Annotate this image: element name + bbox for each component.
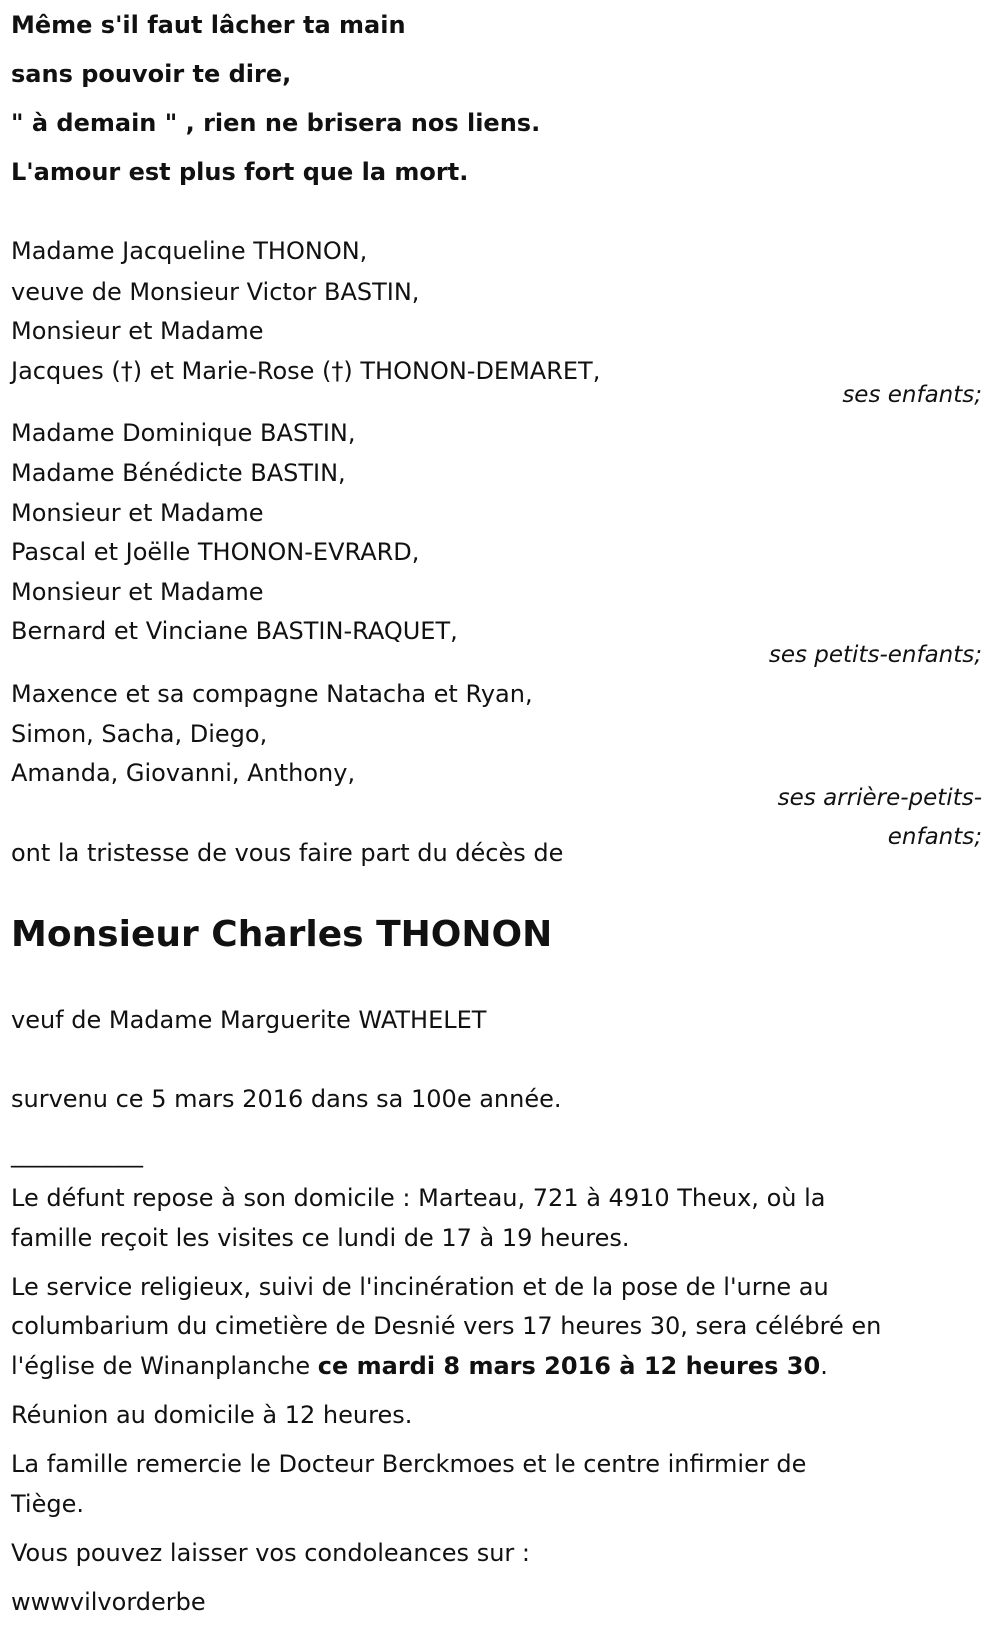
- family-line: veuve de Monsieur Victor BASTIN,: [11, 278, 420, 306]
- family-line: Amanda, Giovanni, Anthony,: [11, 759, 356, 787]
- thanks-line: La famille remercie le Docteur Berckmoes et le centre infirmier de: [11, 1450, 807, 1478]
- family-line: Maxence et sa compagne Natacha et Ryan,: [11, 680, 533, 708]
- service-prefix: l'église de Winanplanche: [11, 1352, 318, 1380]
- relation-label: enfants;: [887, 824, 982, 850]
- relation-label: ses enfants;: [842, 382, 982, 408]
- family-line: Monsieur et Madame: [11, 578, 264, 606]
- condolences: Vous pouvez laisser vos condoleances sur :: [11, 1539, 530, 1567]
- service-line: [11, 1346, 828, 1386]
- widower-of: veuf de Madame Marguerite WATHELET: [11, 1006, 487, 1034]
- service-line: Le service religieux, suivi de l'incinération et de la pose de l'urne au: [11, 1273, 829, 1301]
- death-info: survenu ce 5 mars 2016 dans sa 100e année.: [11, 1085, 562, 1113]
- service-date: ce mardi 8 mars 2016 à 12 heures 30: [317, 1352, 821, 1380]
- separator: ___________: [11, 1140, 143, 1168]
- visit-line: famille reçoit les visites ce lundi de 17 à 19 heures.: [11, 1224, 630, 1252]
- visit-line: Le défunt repose à son domicile : Marteau, 721 à 4910 Theux, où la: [11, 1184, 826, 1212]
- announcement: ont la tristesse de vous faire part du décès de: [11, 839, 564, 867]
- family-line: Madame Dominique BASTIN,: [11, 419, 356, 447]
- family-line: Simon, Sacha, Diego,: [11, 720, 268, 748]
- family-line: Madame Bénédicte BASTIN,: [11, 459, 346, 487]
- family-line: Monsieur et Madame: [11, 317, 264, 345]
- poem-line: sans pouvoir te dire,: [11, 60, 292, 88]
- family-line: Pascal et Joëlle THONON-EVRARD,: [11, 538, 420, 566]
- poem-line: Même s'il faut lâcher ta main: [11, 11, 406, 39]
- relation-label: ses petits-enfants;: [768, 642, 982, 668]
- family-line: Bernard et Vinciane BASTIN-RAQUET,: [11, 617, 458, 645]
- deceased-name: Monsieur Charles THONON: [11, 914, 553, 955]
- family-line: Madame Jacqueline THONON,: [11, 237, 368, 265]
- service-suffix: .: [820, 1352, 828, 1380]
- relation-label: ses arrière-petits-: [777, 785, 982, 811]
- thanks-line: Tiège.: [11, 1490, 84, 1518]
- reunion: Réunion au domicile à 12 heures.: [11, 1401, 413, 1429]
- poem-line: " à demain " , rien ne brisera nos liens.: [11, 109, 541, 137]
- service-line: columbarium du cimetière de Desnié vers 17 heures 30, sera célébré en: [11, 1312, 882, 1340]
- website-link[interactable]: wwwvilvorderbe: [11, 1588, 206, 1616]
- family-line: Monsieur et Madame: [11, 499, 264, 527]
- family-line: Jacques (†) et Marie-Rose (†) THONON-DEMARET,: [11, 357, 601, 385]
- poem-line: L'amour est plus fort que la mort.: [11, 158, 469, 186]
